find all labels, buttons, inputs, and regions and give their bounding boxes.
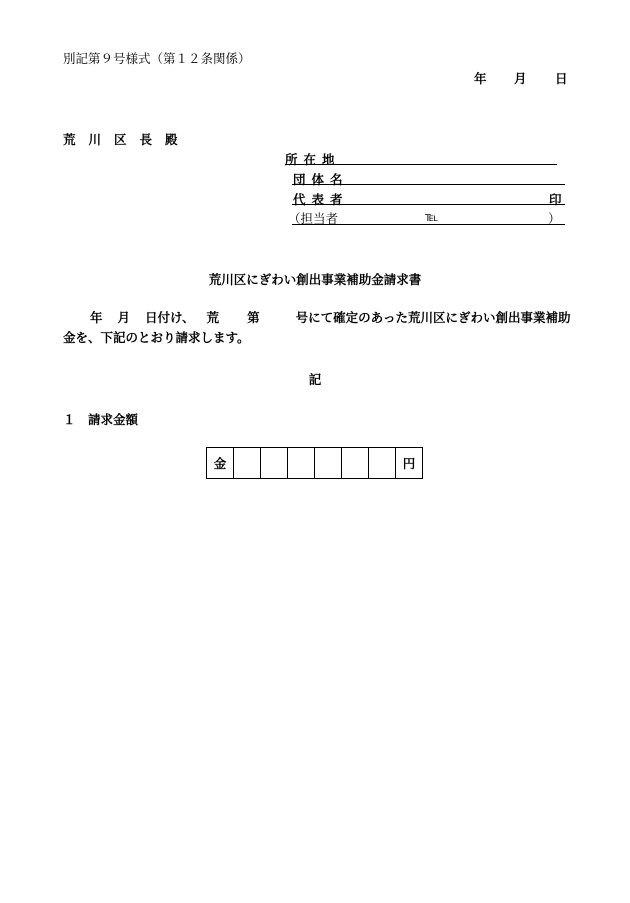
representative-label: 代表者 bbox=[293, 192, 349, 207]
amount-digit-cell[interactable] bbox=[369, 448, 396, 479]
contact-open: （担当者 bbox=[288, 211, 339, 226]
date-year: 年 bbox=[474, 71, 487, 86]
body-year: 年 bbox=[90, 310, 103, 325]
date-day: 日 bbox=[555, 71, 568, 86]
body-day: 日付け、 bbox=[145, 310, 195, 325]
body-text: 号にて確定のあった荒川区にぎわい創出事業補助金を、下記のとおり請求します。 bbox=[63, 310, 571, 345]
body-ara: 荒 bbox=[206, 310, 220, 325]
tel-mark: ℡ bbox=[425, 209, 439, 224]
contact-line bbox=[292, 224, 565, 225]
body-paragraph bbox=[63, 308, 573, 348]
date-month: 月 bbox=[514, 71, 527, 86]
document-title: 荒川区にぎわい創出事業補助金請求書 bbox=[208, 272, 422, 287]
body-dai: 第 bbox=[247, 310, 260, 325]
amount-digit-cell[interactable] bbox=[261, 448, 288, 479]
amount-digit-cell[interactable] bbox=[342, 448, 369, 479]
amount-table bbox=[206, 447, 423, 479]
representative-line bbox=[292, 204, 565, 205]
addressee: 荒川区長殿 bbox=[63, 132, 191, 147]
form-number: 別記第９号様式（第１２条関係） bbox=[63, 51, 251, 66]
amount-suffix: 円 bbox=[396, 448, 423, 479]
amount-digit-cell[interactable] bbox=[234, 448, 261, 479]
location-label: 所在地 bbox=[285, 152, 341, 167]
amount-digit-cell[interactable] bbox=[315, 448, 342, 479]
location-line bbox=[285, 164, 557, 165]
contact-close: ） bbox=[548, 211, 561, 226]
body-month: 月 bbox=[117, 310, 131, 325]
group-label: 団体名 bbox=[293, 172, 349, 187]
amount-prefix: 金 bbox=[207, 448, 234, 479]
group-line bbox=[292, 184, 565, 185]
section-1-heading: １ 請求金額 bbox=[63, 412, 139, 427]
ki-heading: 記 bbox=[308, 372, 322, 387]
amount-digit-cell[interactable] bbox=[288, 448, 315, 479]
seal-mark: 印 bbox=[549, 192, 562, 207]
